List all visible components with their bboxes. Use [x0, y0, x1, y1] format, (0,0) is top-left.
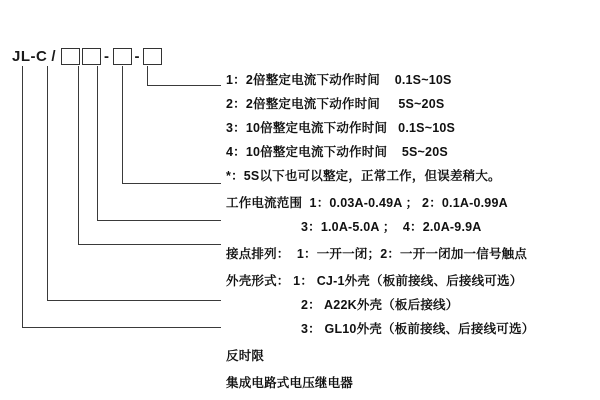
model-sep-2: - — [134, 48, 141, 65]
model-code-line — [12, 48, 163, 65]
annotation-shell-line-3: 3： GL10外壳（板前接线、后接线可选） — [301, 322, 535, 336]
leader-line-vertical-time — [147, 66, 148, 86]
annotation-time-line-3: 3：10倍整定电流下动作时间 0.1S~10S — [226, 121, 456, 135]
annotation-device-name: 集成电路式电压继电器 — [226, 376, 354, 390]
annotation-shell-line-2: 2： A22K外壳（板后接线） — [301, 298, 459, 312]
annotation-time-line-2: 2：2倍整定电流下动作时间 5S~20S — [226, 97, 445, 111]
model-prefix: JL-C — [12, 48, 48, 65]
model-sep-1: - — [104, 48, 110, 65]
leader-line-vertical-inverse-time — [47, 66, 48, 301]
annotation-shell-line-1: 外壳形式： 1： CJ-1外壳（板前接线、后接线可选） — [226, 274, 523, 288]
leader-line-vertical-shell — [78, 66, 79, 245]
annotation-note: *：5S以下也可以整定，正常工作，但误差稍大。 — [226, 169, 501, 183]
code-box-1 — [61, 48, 80, 65]
leader-line-vertical-contact — [97, 66, 98, 221]
leader-line-vertical-current — [122, 66, 123, 184]
annotation-inverse-time: 反时限 — [226, 349, 265, 363]
code-box-4 — [143, 48, 162, 65]
annotation-current-range-line-2: 3：1.0A-5.0A ； 4：2.0A-9.9A — [301, 220, 482, 234]
leader-line-horizontal-device — [22, 327, 221, 328]
leader-line-horizontal-shell — [78, 244, 221, 245]
leader-line-horizontal-contact — [97, 220, 221, 221]
leader-line-vertical-device — [22, 66, 23, 328]
annotation-time-line-4: 4：10倍整定电流下动作时间 5S~20S — [226, 145, 448, 159]
leader-line-horizontal-inverse-time — [47, 300, 221, 301]
code-box-3 — [113, 48, 132, 65]
annotation-time-line-1: 1：2倍整定电流下动作时间 0.1S~10S — [226, 73, 452, 87]
code-box-2 — [82, 48, 101, 65]
annotation-contact-arrangement: 接点排列： 1：一开一闭；2：一开一闭加一信号触点 — [226, 247, 528, 261]
annotation-current-range-line-1: 工作电流范围 1：0.03A-0.49A ； 2：0.1A-0.99A — [226, 196, 508, 210]
leader-line-horizontal-time — [147, 85, 221, 86]
leader-line-horizontal-current — [122, 183, 221, 184]
model-slash: / — [51, 48, 57, 65]
